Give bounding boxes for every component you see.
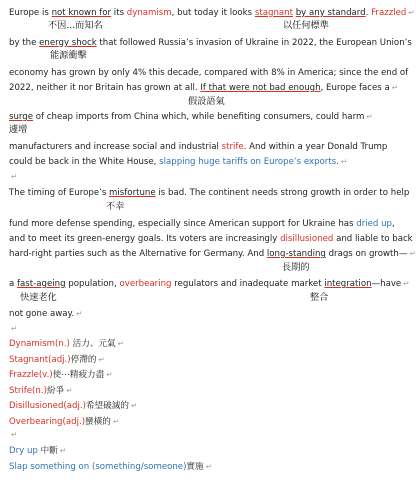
- p2-line-6: not gone away. ↵: [9, 309, 83, 319]
- glossary-term: Slap something on (something/someone): [9, 462, 187, 472]
- glossary-term: Strife(n.): [9, 385, 47, 396]
- p1-line-6: manufacturers and increase social and industrial strife. And within a year Donald Trump: [9, 142, 388, 152]
- annotation-energy-shock: 能源衝擊: [50, 50, 87, 61]
- glossary-definition: 使⋯精疲力盡: [52, 370, 105, 380]
- annotation-subjunctive: 假設語氣: [188, 96, 225, 107]
- glossary-entry: [9, 445, 66, 457]
- p1-line-7: could be back in the White House, slapping huge tariffs on Europe’s exports. ↵: [9, 157, 348, 167]
- annotation-fast-ageing: 快速老化: [20, 292, 57, 303]
- p1-line-3: economy has grown by only 4% this decade, compared with 8% in America; since the end of: [9, 68, 409, 78]
- empty-paragraph-3: ↵: [11, 430, 18, 439]
- glossary-term: Dry up: [9, 446, 38, 456]
- glossary-definition: 蠻橫的: [85, 416, 111, 427]
- p1-line-1: Europe is not known for its dynamism, but today it looks stagnant by any standard. Frazzled ↵: [9, 8, 415, 18]
- p2-line-4: hard-right parties such as the Alternative for Germany. And long-standing drags on growth— ↵: [9, 249, 416, 259]
- p2-line-2: fund more defense spending, especially since American support for Ukraine has dried up,: [9, 219, 395, 229]
- glossary-definition: 希望破滅的: [85, 401, 129, 411]
- paragraph-mark: ↵: [130, 401, 138, 410]
- annotation-by-any-standard: 以任何標準: [283, 20, 329, 31]
- annotation-integration: 整合: [310, 292, 329, 303]
- paragraph-mark: ↵: [106, 370, 113, 379]
- glossary-entry: [9, 354, 105, 366]
- glossary-entry: [9, 338, 124, 350]
- glossary-definition: 紛爭: [46, 385, 65, 396]
- glossary-term: Dynamism(n.): [9, 339, 70, 349]
- p2-line-1: The timing of Europe’s misfortune is bad. The continent needs strong growth in order to help: [9, 188, 410, 198]
- p1-line-4: 2022, neither it nor Britain has grown at all. If that were not bad enough, Europe faces a ↵: [9, 83, 399, 93]
- paragraph-mark: ↵: [98, 354, 105, 364]
- paragraph-mark: ↵: [205, 462, 212, 471]
- paragraph-mark: ↵: [117, 339, 124, 348]
- glossary-entry: [9, 369, 113, 381]
- p2-line-5: a fast-ageing population, overbearing regulators and inadequate market integration—have ↵: [9, 279, 410, 289]
- paragraph-mark: ↵: [59, 446, 67, 455]
- p1-line-2: by the energy shock that followed Russia’s invasion of Ukraine in 2022, the European Union’s: [9, 38, 412, 48]
- glossary-definition: 活力、元氣: [69, 339, 116, 349]
- glossary-term: Disillusioned(adj.): [9, 401, 86, 411]
- glossary-entry: [9, 416, 119, 428]
- annotation-misfortune: 不幸: [106, 201, 125, 212]
- annotation-long-standing: 長期的: [282, 262, 310, 273]
- annotation-surge: 遽增: [9, 124, 28, 135]
- p2-line-3: and to meet its green-energy goals. Its voters are increasingly disillusioned and liable to back: [9, 234, 413, 244]
- annotation-not-known-for: 不因...而知名: [48, 20, 103, 31]
- empty-paragraph: ↵: [11, 172, 18, 181]
- glossary-term: Frazzle(v.): [9, 370, 53, 380]
- glossary-entry: [9, 385, 72, 397]
- glossary-definition: 中斷: [37, 446, 58, 456]
- p1-line-5: surge of cheap imports from China which, while benefiting consumers, could harm ↵: [9, 112, 373, 122]
- glossary-term: Stagnant(adj.): [9, 354, 71, 365]
- glossary-entry: [9, 400, 137, 412]
- glossary-definition: 實施: [186, 462, 204, 472]
- glossary-entry: [9, 461, 212, 473]
- glossary-term: Overbearing(adj.): [9, 416, 86, 427]
- paragraph-mark: ↵: [112, 416, 120, 426]
- empty-paragraph-2: ↵: [11, 324, 18, 333]
- paragraph-mark: ↵: [66, 385, 73, 395]
- glossary-definition: 停滯的: [70, 354, 97, 365]
